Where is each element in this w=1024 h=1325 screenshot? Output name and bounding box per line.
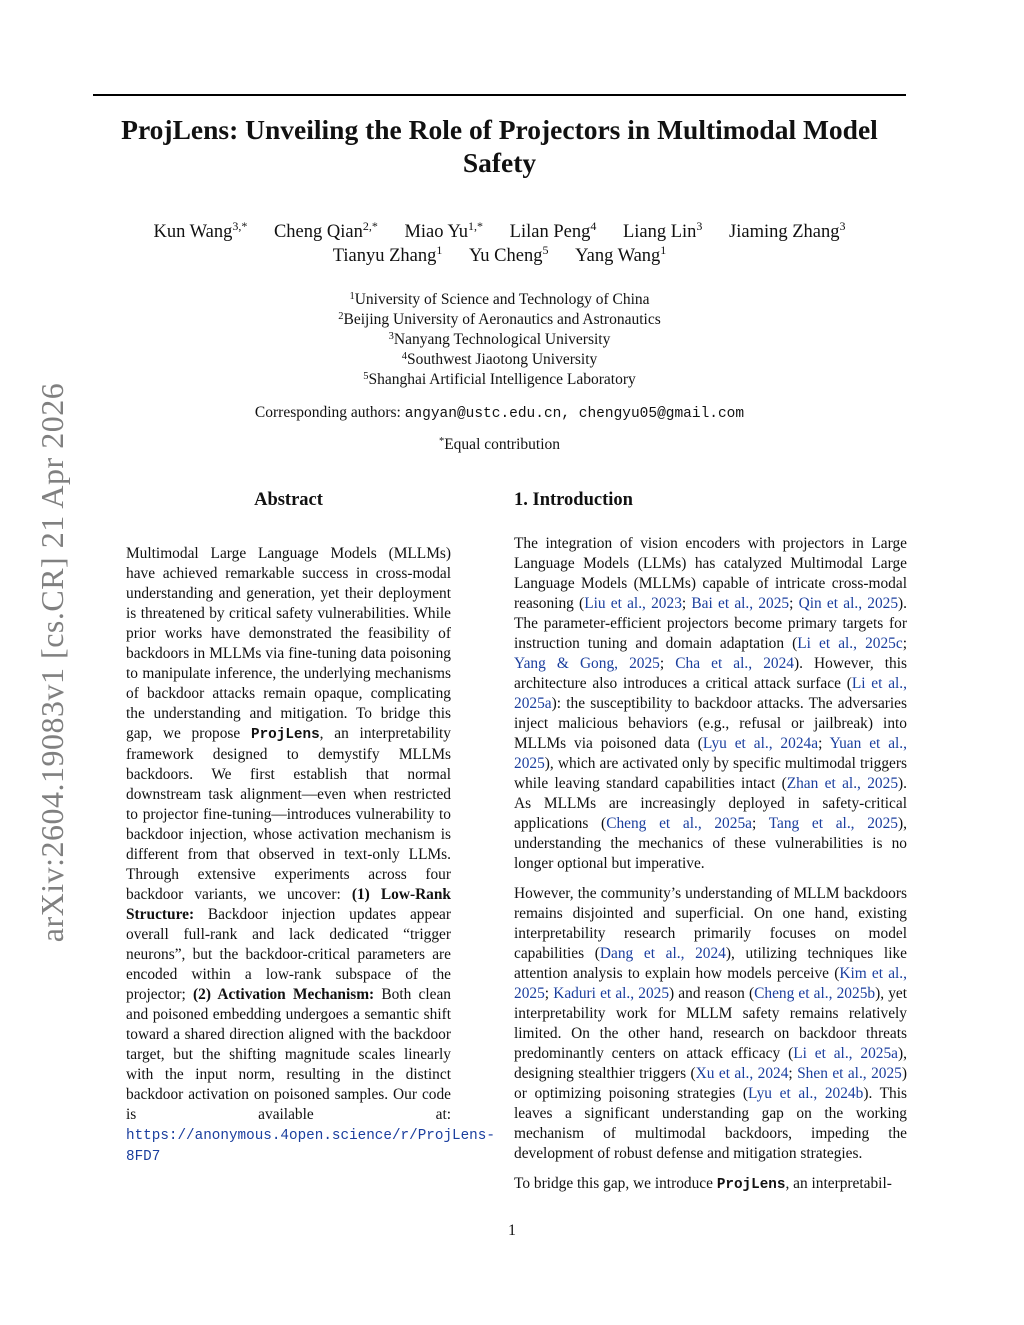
citation-link[interactable]: Lyu et al., 2024b xyxy=(748,1085,864,1102)
abstract-heading: Abstract xyxy=(254,490,323,510)
citation-link[interactable]: Shen et al., 2025 xyxy=(797,1065,902,1082)
code-link[interactable]: https://anonymous.4open.science/r/ProjLens-8FD7 xyxy=(126,1128,495,1165)
author: Liang Lin$^3$ xyxy=(622,219,703,242)
citation-link[interactable]: Liu et al., 2023 xyxy=(584,595,682,612)
intro-paragraph-3: To bridge this gap, we introduce ProjLens, an interpretabil- xyxy=(514,1175,892,1193)
citation-link[interactable]: Cha et al., 2024 xyxy=(675,655,794,672)
citation-link[interactable]: Xu et al., 2024 xyxy=(695,1065,789,1082)
author: Yu Cheng$^5$ xyxy=(468,243,549,266)
citation-link[interactable]: Li et al., 2025c xyxy=(797,635,903,652)
affiliation: $^4$Southwest Jiaotong University xyxy=(401,351,598,368)
abstract-column xyxy=(126,488,495,1177)
citation-link[interactable]: Li et al., 2025a xyxy=(793,1045,899,1062)
intro-paragraph-2: However, the community’s understanding of MLLM backdoors remains disjointed and superficial. On one hand, existing interpretability research primarily focuses on model capabilities (Dang et al., 2024), utilizing techniques like attention analysis to explain how models perceive (Kim et al., 2025; Kaduri et al., 2025) and reason (Cheng et al., 2025b), yet interpretability work for MLLM safety remains relatively limited. On the other hand, research on backdoor threats predominantly centers on attack efficacy (Li et al., 2025a), designing stealthier triggers (Xu et al., 2024; Shen et al., 2025) or optimizing poisoning strategies (Lyu et al., 2024b). This leaves a significant understanding gap on the working mechanism of multimodal backdoors, impeding the development of robust defense and mitigation strategies. xyxy=(514,885,908,1162)
author: Tianyu Zhang$^1$ xyxy=(332,243,443,266)
citation-link[interactable]: Cheng et al., 2025b xyxy=(754,985,876,1002)
arxiv-identifier xyxy=(28,370,78,955)
citation-link[interactable]: Yang & Gong, 2025 xyxy=(514,655,660,672)
citation-link[interactable]: Kim et al., 2025 xyxy=(514,965,907,1002)
introduction-heading: 1. Introduction xyxy=(514,490,633,510)
affiliation: $^5$Shanghai Artificial Intelligence Laboratory xyxy=(363,371,636,388)
affiliation-list xyxy=(93,290,906,390)
author-row-1 xyxy=(93,220,906,244)
author: Jiaming Zhang$^3$ xyxy=(729,219,846,242)
top-rule xyxy=(93,94,906,96)
corresponding-label: Corresponding authors: xyxy=(254,404,401,421)
citation-link[interactable]: Lyu et al., 2024a xyxy=(702,735,819,752)
citation-link[interactable]: Yuan et al., 2025 xyxy=(514,735,908,772)
author: Yang Wang$^1$ xyxy=(575,243,667,266)
paper-title: ProjLens: Unveiling the Role of Projectors in Multimodal Model Safety xyxy=(121,114,878,178)
author: Kun Wang$^{3,*}$ xyxy=(153,219,248,242)
projlens-name: ProjLens xyxy=(251,727,320,743)
abstract-text: Multimodal Large Language Models (MLLMs) have achieved remarkable success in cross-modal understanding and generation, yet their deployment is threatened by critical safety vulnerabilities. While prior works have demonstrated the feasibility of backdoors in MLLMs via fine-tuning data poisoning to manipulate inference, the underlying mechanisms of backdoor attacks remain opaque, complicating the understanding and mitigation. To bridge this gap, we propose ProjLens, an interpretability framework designed to demystify MLLMs backdoors. We first establish that normal downstream task alignment—even when restricted to projector fine-tuning—introduces vulnerability to backdoor injection, whose activation mechanism is different from that observed in text-only LLMs. Through extensive experiments across four backdoor variants, we uncover: (1) Low-Rank Structure: Backdoor injection updates appear overall full-rank and lack dedicated “trigger neurons”, but the backdoor-critical parameters are encoded within a low-rank subspace of the projector; (2) Activation Mechanism: Both clean and poisoned embedding undergoes a semantic shift toward a shared direction aligned with the backdoor target, but the shifting magnitude scales linearly with the input norm, resulting in the distinct backdoor activation on poisoned samples. Our code is available at: https://anonymous.4open.science/r/ProjLens-8FD7 xyxy=(126,545,495,1165)
citation-link[interactable]: Li et al., 2025a xyxy=(514,675,907,712)
page-number: 1 xyxy=(508,1222,516,1239)
author: Miao $Yu^{1,*}$ xyxy=(404,219,484,242)
author-list xyxy=(93,220,906,268)
projlens-name: ProjLens xyxy=(716,1177,786,1193)
corresponding-authors xyxy=(93,403,906,424)
affiliation: $^3$Nanyang Technological University xyxy=(388,331,611,348)
author: Cheng Qian$^{2,*}$ xyxy=(273,219,378,242)
arxiv-identifier-text: arXiv:2604.19083v1 [cs.CR] 21 Apr 2026 xyxy=(34,382,71,943)
corresponding-emails[interactable]: angyan@ustc.edu.cn, chengyu05@gmail.com xyxy=(404,406,745,422)
introduction-column xyxy=(514,488,907,1205)
citation-link[interactable]: Kaduri et al., 2025 xyxy=(553,985,670,1002)
author: Lilan Peng$^4$ xyxy=(509,219,597,242)
affiliation: $^1$University of Science and Technology of China xyxy=(349,291,650,308)
citation-link[interactable]: Tang et al., 2025 xyxy=(768,815,899,832)
citation-link[interactable]: Dang et al., 2024 xyxy=(599,945,726,962)
citation-link[interactable]: Cheng et al., 2025a xyxy=(606,815,752,832)
citation-link[interactable]: Zhan et al., 2025 xyxy=(786,775,899,792)
citation-link[interactable]: Bai et al., 2025 xyxy=(691,595,790,612)
author-row-2 xyxy=(93,244,906,268)
intro-paragraph-1: The integration of vision encoders with projectors in Large Language Models (LLMs) has catalyzed Multimodal Large Language Models (MLLMs) capable of intricate cross-modal reasoning (Liu et al., 2023; Bai et al., 2025; Qin et al., 2025). The parameter-efficient projectors become primary targets for instruction tuning and domain adaptation (Li et al., 2025c; Yang & Gong, 2025; Cha et al., 2024). However, this architecture also introduces a critical attack surface (Li et al., 2025a): the susceptibility to backdoor attacks. The adversaries inject malicious behaviors (e.g., refusal or jailbreak) into MLLMs via poisoned data (Lyu et al., 2024a; Yuan et al., 2025), which are activated only by specific multimodal triggers while leaving standard capabilities intact (Zhan et al., 2025). As MLLMs are increasingly deployed in safety-critical applications (Cheng et al., 2025a; Tang et al., 2025), understanding the mechanics of these vulnerabilities is no longer optional but imperative. xyxy=(514,535,908,872)
equal-contribution-note: *Equal contribution xyxy=(438,436,561,453)
affiliation: $^2$Beijing University of Aeronautics and Astronautics xyxy=(338,311,661,328)
citation-link[interactable]: Qin et al., 2025 xyxy=(798,595,899,612)
